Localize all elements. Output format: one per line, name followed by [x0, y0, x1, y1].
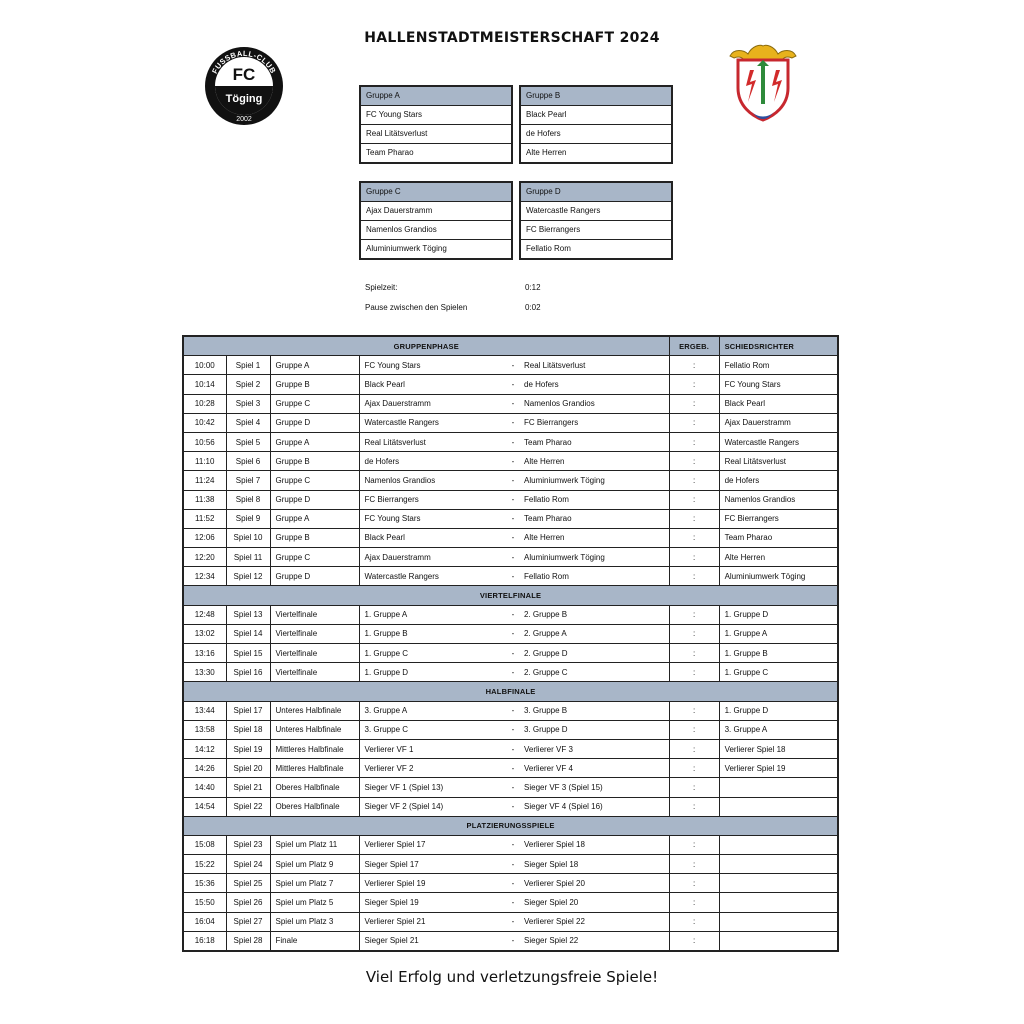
- match-number: Spiel 10: [226, 528, 270, 547]
- match-round: Gruppe A: [270, 356, 359, 375]
- vs-dash: -: [507, 644, 519, 663]
- vs-dash: -: [507, 701, 519, 720]
- vs-dash: -: [507, 893, 519, 912]
- home-team: Sieger Spiel 19: [359, 893, 507, 912]
- vs-dash: -: [507, 605, 519, 624]
- match-time: 10:28: [183, 394, 226, 413]
- table-row: [183, 471, 838, 490]
- table-row: [183, 797, 838, 816]
- match-round: Oberes Halbfinale: [270, 797, 359, 816]
- vs-dash: -: [507, 528, 519, 547]
- home-team: Verlierer VF 1: [359, 739, 507, 758]
- group-box-c: [359, 181, 513, 260]
- match-result: :: [669, 912, 719, 931]
- away-team: Team Pharao: [519, 509, 669, 528]
- svg-text:2002: 2002: [236, 116, 252, 123]
- away-team: Verlierer Spiel 18: [519, 835, 669, 854]
- match-time: 14:54: [183, 797, 226, 816]
- match-time: 16:18: [183, 931, 226, 951]
- match-number: Spiel 19: [226, 739, 270, 758]
- match-round: Gruppe C: [270, 394, 359, 413]
- referee: 1. Gruppe B: [719, 644, 838, 663]
- away-team: FC Bierrangers: [519, 413, 669, 432]
- match-round: Mittleres Halbfinale: [270, 739, 359, 758]
- match-number: Spiel 4: [226, 413, 270, 432]
- home-team: Black Pearl: [359, 375, 507, 394]
- away-team: Fellatio Rom: [519, 567, 669, 586]
- match-number: Spiel 27: [226, 912, 270, 931]
- vs-dash: -: [507, 356, 519, 375]
- table-row: [183, 375, 838, 394]
- vs-dash: -: [507, 874, 519, 893]
- match-result: :: [669, 624, 719, 643]
- match-time: 13:30: [183, 663, 226, 682]
- match-round: Gruppe C: [270, 548, 359, 567]
- match-result: :: [669, 778, 719, 797]
- match-number: Spiel 17: [226, 701, 270, 720]
- match-number: Spiel 12: [226, 567, 270, 586]
- match-result: :: [669, 855, 719, 874]
- away-team: 3. Gruppe B: [519, 701, 669, 720]
- match-number: Spiel 9: [226, 509, 270, 528]
- group-box-a: [359, 85, 513, 164]
- group-team: Team Pharao: [366, 148, 414, 157]
- home-team: Watercastle Rangers: [359, 567, 507, 586]
- schedule-table: [182, 335, 839, 952]
- home-team: FC Bierrangers: [359, 490, 507, 509]
- svg-text:FUSSBALL-CLUB: FUSSBALL-CLUB: [210, 48, 278, 76]
- match-time: 10:56: [183, 432, 226, 451]
- match-time: 15:36: [183, 874, 226, 893]
- referee: [719, 912, 838, 931]
- vs-dash: -: [507, 759, 519, 778]
- match-time: 15:22: [183, 855, 226, 874]
- group-header: Gruppe C: [361, 183, 511, 202]
- match-result: :: [669, 931, 719, 951]
- home-team: Verlierer VF 2: [359, 759, 507, 778]
- referee: [719, 931, 838, 951]
- referee: Team Pharao: [719, 528, 838, 547]
- table-row: [183, 509, 838, 528]
- group-header: Gruppe D: [521, 183, 671, 202]
- match-number: Spiel 1: [226, 356, 270, 375]
- match-round: Finale: [270, 931, 359, 951]
- table-row: [183, 874, 838, 893]
- referee: [719, 835, 838, 854]
- match-round: Gruppe B: [270, 528, 359, 547]
- home-team: FC Young Stars: [359, 356, 507, 375]
- match-number: Spiel 28: [226, 931, 270, 951]
- match-time: 12:48: [183, 605, 226, 624]
- match-round: Gruppe B: [270, 375, 359, 394]
- group-box-d: [519, 181, 673, 260]
- table-row: [183, 624, 838, 643]
- match-result: :: [669, 394, 719, 413]
- away-team: Verlierer Spiel 20: [519, 874, 669, 893]
- match-round: Unteres Halbfinale: [270, 701, 359, 720]
- group-team: FC Young Stars: [361, 106, 511, 125]
- match-time: 16:04: [183, 912, 226, 931]
- match-number: Spiel 13: [226, 605, 270, 624]
- match-result: :: [669, 701, 719, 720]
- vs-dash: -: [507, 375, 519, 394]
- match-round: Mittleres Halbfinale: [270, 759, 359, 778]
- referee: 1. Gruppe A: [719, 624, 838, 643]
- match-result: :: [669, 567, 719, 586]
- away-team: Aluminiumwerk Töging: [519, 471, 669, 490]
- table-row: [183, 548, 838, 567]
- match-round: Spiel um Platz 5: [270, 893, 359, 912]
- away-team: Alte Herren: [519, 528, 669, 547]
- match-result: :: [669, 490, 719, 509]
- schedule-body: [183, 356, 838, 951]
- table-row: [183, 912, 838, 931]
- vs-dash: -: [507, 624, 519, 643]
- referee: Namenlos Grandios: [719, 490, 838, 509]
- table-row: [183, 356, 838, 375]
- referee: [719, 778, 838, 797]
- svg-text:Töging: Töging: [225, 93, 263, 105]
- group-team: de Hofers: [521, 125, 671, 144]
- match-number: Spiel 15: [226, 644, 270, 663]
- referee: de Hofers: [719, 471, 838, 490]
- town-coat-of-arms: [724, 42, 802, 122]
- section-header-row: [183, 682, 838, 701]
- match-time: 10:14: [183, 375, 226, 394]
- match-result: :: [669, 893, 719, 912]
- referee: Black Pearl: [719, 394, 838, 413]
- home-team: FC Young Stars: [359, 509, 507, 528]
- svg-text:FC: FC: [232, 65, 256, 84]
- referee: Real Litätsverlust: [719, 452, 838, 471]
- section-title: HALBFINALE: [183, 682, 838, 701]
- home-team: Namenlos Grandios: [359, 471, 507, 490]
- home-team: Ajax Dauerstramm: [359, 548, 507, 567]
- away-team: Namenlos Grandios: [519, 394, 669, 413]
- vs-dash: -: [507, 720, 519, 739]
- home-team: 1. Gruppe B: [359, 624, 507, 643]
- away-team: Aluminiumwerk Töging: [519, 548, 669, 567]
- referee: FC Young Stars: [719, 375, 838, 394]
- group-team: FC Bierrangers: [521, 221, 671, 240]
- match-number: Spiel 25: [226, 874, 270, 893]
- match-number: Spiel 18: [226, 720, 270, 739]
- match-result: :: [669, 452, 719, 471]
- vs-dash: -: [507, 797, 519, 816]
- away-team: Sieger Spiel 18: [519, 855, 669, 874]
- table-row: [183, 855, 838, 874]
- match-result: :: [669, 644, 719, 663]
- away-team: Sieger Spiel 20: [519, 893, 669, 912]
- referee: [719, 893, 838, 912]
- home-team: Sieger VF 1 (Spiel 13): [359, 778, 507, 797]
- home-team: Verlierer Spiel 17: [359, 835, 507, 854]
- match-time: 11:10: [183, 452, 226, 471]
- match-result: :: [669, 528, 719, 547]
- header-phase: GRUPPENPHASE: [183, 336, 669, 356]
- match-number: Spiel 16: [226, 663, 270, 682]
- home-team: Sieger Spiel 21: [359, 931, 507, 951]
- match-result: :: [669, 356, 719, 375]
- match-result: :: [669, 605, 719, 624]
- home-team: Watercastle Rangers: [359, 413, 507, 432]
- home-team: Verlierer Spiel 19: [359, 874, 507, 893]
- table-row: [183, 835, 838, 854]
- match-round: Spiel um Platz 3: [270, 912, 359, 931]
- group-team: Watercastle Rangers: [521, 202, 671, 221]
- match-round: Gruppe D: [270, 567, 359, 586]
- match-result: :: [669, 375, 719, 394]
- referee: Verlierer Spiel 18: [719, 739, 838, 758]
- match-time: 15:50: [183, 893, 226, 912]
- match-number: Spiel 11: [226, 548, 270, 567]
- match-result: :: [669, 509, 719, 528]
- vs-dash: -: [507, 452, 519, 471]
- match-result: :: [669, 432, 719, 451]
- away-team: 2. Gruppe A: [519, 624, 669, 643]
- table-header-row: [183, 336, 838, 356]
- vs-dash: -: [507, 490, 519, 509]
- home-team: Sieger VF 2 (Spiel 14): [359, 797, 507, 816]
- match-time: 10:42: [183, 413, 226, 432]
- referee: [719, 797, 838, 816]
- match-number: Spiel 21: [226, 778, 270, 797]
- group-team: Alte Herren: [526, 148, 567, 157]
- match-round: Spiel um Platz 9: [270, 855, 359, 874]
- referee: [719, 855, 838, 874]
- match-number: Spiel 7: [226, 471, 270, 490]
- vs-dash: -: [507, 413, 519, 432]
- table-row: [183, 893, 838, 912]
- spielzeit-label: Spielzeit:: [365, 283, 398, 292]
- away-team: 3. Gruppe D: [519, 720, 669, 739]
- home-team: 3. Gruppe A: [359, 701, 507, 720]
- vs-dash: -: [507, 835, 519, 854]
- table-row: [183, 759, 838, 778]
- fc-toeging-club-logo: [202, 46, 286, 126]
- table-row: [183, 739, 838, 758]
- away-team: 2. Gruppe B: [519, 605, 669, 624]
- home-team: 1. Gruppe C: [359, 644, 507, 663]
- referee: 3. Gruppe A: [719, 720, 838, 739]
- match-number: Spiel 22: [226, 797, 270, 816]
- home-team: Real Litätsverlust: [359, 432, 507, 451]
- match-round: Oberes Halbfinale: [270, 778, 359, 797]
- referee: 1. Gruppe D: [719, 701, 838, 720]
- match-time: 12:06: [183, 528, 226, 547]
- match-time: 12:20: [183, 548, 226, 567]
- match-number: Spiel 26: [226, 893, 270, 912]
- home-team: de Hofers: [359, 452, 507, 471]
- group-box-b: [519, 85, 673, 164]
- match-result: :: [669, 471, 719, 490]
- table-row: [183, 720, 838, 739]
- spielzeit-value: 0:12: [525, 283, 541, 292]
- group-team: Fellatio Rom: [526, 244, 571, 253]
- match-time: 13:02: [183, 624, 226, 643]
- away-team: Real Litätsverlust: [519, 356, 669, 375]
- table-row: [183, 605, 838, 624]
- table-row: [183, 528, 838, 547]
- vs-dash: -: [507, 567, 519, 586]
- match-result: :: [669, 413, 719, 432]
- table-row: [183, 663, 838, 682]
- away-team: Verlierer Spiel 22: [519, 912, 669, 931]
- away-team: 2. Gruppe D: [519, 644, 669, 663]
- section-header-row: [183, 816, 838, 835]
- match-number: Spiel 8: [226, 490, 270, 509]
- table-row: [183, 644, 838, 663]
- match-round: Viertelfinale: [270, 605, 359, 624]
- vs-dash: -: [507, 663, 519, 682]
- page-title: HALLENSTADTMEISTERSCHAFT 2024: [364, 30, 660, 46]
- match-result: :: [669, 874, 719, 893]
- match-number: Spiel 14: [226, 624, 270, 643]
- referee: Watercastle Rangers: [719, 432, 838, 451]
- table-row: [183, 567, 838, 586]
- match-time: 12:34: [183, 567, 226, 586]
- table-row: [183, 394, 838, 413]
- match-round: Viertelfinale: [270, 663, 359, 682]
- vs-dash: -: [507, 931, 519, 951]
- home-team: 3. Gruppe C: [359, 720, 507, 739]
- vs-dash: -: [507, 912, 519, 931]
- referee: [719, 874, 838, 893]
- match-round: Gruppe A: [270, 509, 359, 528]
- match-time: 10:00: [183, 356, 226, 375]
- vs-dash: -: [507, 548, 519, 567]
- match-round: Viertelfinale: [270, 644, 359, 663]
- match-time: 13:44: [183, 701, 226, 720]
- match-result: :: [669, 759, 719, 778]
- referee: Alte Herren: [719, 548, 838, 567]
- home-team: Sieger Spiel 17: [359, 855, 507, 874]
- table-row: [183, 432, 838, 451]
- away-team: Verlierer VF 4: [519, 759, 669, 778]
- referee: Ajax Dauerstramm: [719, 413, 838, 432]
- match-round: Unteres Halbfinale: [270, 720, 359, 739]
- match-round: Gruppe B: [270, 452, 359, 471]
- vs-dash: -: [507, 394, 519, 413]
- referee: 1. Gruppe D: [719, 605, 838, 624]
- home-team: Black Pearl: [359, 528, 507, 547]
- match-number: Spiel 6: [226, 452, 270, 471]
- section-title: PLATZIERUNGSSPIELE: [183, 816, 838, 835]
- away-team: Verlierer VF 3: [519, 739, 669, 758]
- match-time: 11:38: [183, 490, 226, 509]
- group-team: Black Pearl: [521, 106, 671, 125]
- group-team: Aluminiumwerk Töging: [366, 244, 447, 253]
- vs-dash: -: [507, 509, 519, 528]
- table-row: [183, 490, 838, 509]
- match-time: 11:52: [183, 509, 226, 528]
- home-team: 1. Gruppe D: [359, 663, 507, 682]
- referee: Verlierer Spiel 19: [719, 759, 838, 778]
- referee: Aluminiumwerk Töging: [719, 567, 838, 586]
- table-row: [183, 452, 838, 471]
- match-number: Spiel 3: [226, 394, 270, 413]
- match-time: 13:16: [183, 644, 226, 663]
- match-time: 15:08: [183, 835, 226, 854]
- match-result: :: [669, 797, 719, 816]
- group-team: Real Litätsverlust: [361, 125, 511, 144]
- section-title: VIERTELFINALE: [183, 586, 838, 605]
- match-number: Spiel 5: [226, 432, 270, 451]
- referee: FC Bierrangers: [719, 509, 838, 528]
- match-time: 11:24: [183, 471, 226, 490]
- group-team: Ajax Dauerstramm: [361, 202, 511, 221]
- match-round: Gruppe D: [270, 413, 359, 432]
- match-round: Gruppe A: [270, 432, 359, 451]
- group-header: Gruppe B: [521, 87, 671, 106]
- vs-dash: -: [507, 778, 519, 797]
- table-row: [183, 778, 838, 797]
- header-result: ERGEB.: [669, 336, 719, 356]
- away-team: Sieger VF 4 (Spiel 16): [519, 797, 669, 816]
- vs-dash: -: [507, 471, 519, 490]
- match-number: Spiel 20: [226, 759, 270, 778]
- match-number: Spiel 23: [226, 835, 270, 854]
- away-team: 2. Gruppe C: [519, 663, 669, 682]
- match-result: :: [669, 663, 719, 682]
- match-result: :: [669, 720, 719, 739]
- home-team: Verlierer Spiel 21: [359, 912, 507, 931]
- match-round: Spiel um Platz 11: [270, 835, 359, 854]
- home-team: 1. Gruppe A: [359, 605, 507, 624]
- away-team: Alte Herren: [519, 452, 669, 471]
- match-number: Spiel 2: [226, 375, 270, 394]
- referee: Fellatio Rom: [719, 356, 838, 375]
- match-number: Spiel 24: [226, 855, 270, 874]
- referee: 1. Gruppe C: [719, 663, 838, 682]
- match-round: Gruppe D: [270, 490, 359, 509]
- vs-dash: -: [507, 432, 519, 451]
- vs-dash: -: [507, 855, 519, 874]
- pause-value: 0:02: [525, 303, 541, 312]
- footer-message: Viel Erfolg und verletzungsfreie Spiele!: [365, 968, 659, 986]
- pause-label: Pause zwischen den Spielen: [365, 303, 468, 312]
- match-result: :: [669, 835, 719, 854]
- match-result: :: [669, 548, 719, 567]
- match-time: 14:26: [183, 759, 226, 778]
- group-team: Namenlos Grandios: [361, 221, 511, 240]
- away-team: Fellatio Rom: [519, 490, 669, 509]
- match-round: Gruppe C: [270, 471, 359, 490]
- away-team: Sieger VF 3 (Spiel 15): [519, 778, 669, 797]
- header-referee: SCHIEDSRICHTER: [719, 336, 838, 356]
- match-result: :: [669, 739, 719, 758]
- vs-dash: -: [507, 739, 519, 758]
- section-header-row: [183, 586, 838, 605]
- away-team: de Hofers: [519, 375, 669, 394]
- match-round: Spiel um Platz 7: [270, 874, 359, 893]
- away-team: Sieger Spiel 22: [519, 931, 669, 951]
- table-row: [183, 413, 838, 432]
- table-row: [183, 931, 838, 951]
- home-team: Ajax Dauerstramm: [359, 394, 507, 413]
- group-header: Gruppe A: [361, 87, 511, 106]
- match-time: 14:40: [183, 778, 226, 797]
- match-time: 14:12: [183, 739, 226, 758]
- away-team: Team Pharao: [519, 432, 669, 451]
- match-time: 13:58: [183, 720, 226, 739]
- match-round: Viertelfinale: [270, 624, 359, 643]
- table-row: [183, 701, 838, 720]
